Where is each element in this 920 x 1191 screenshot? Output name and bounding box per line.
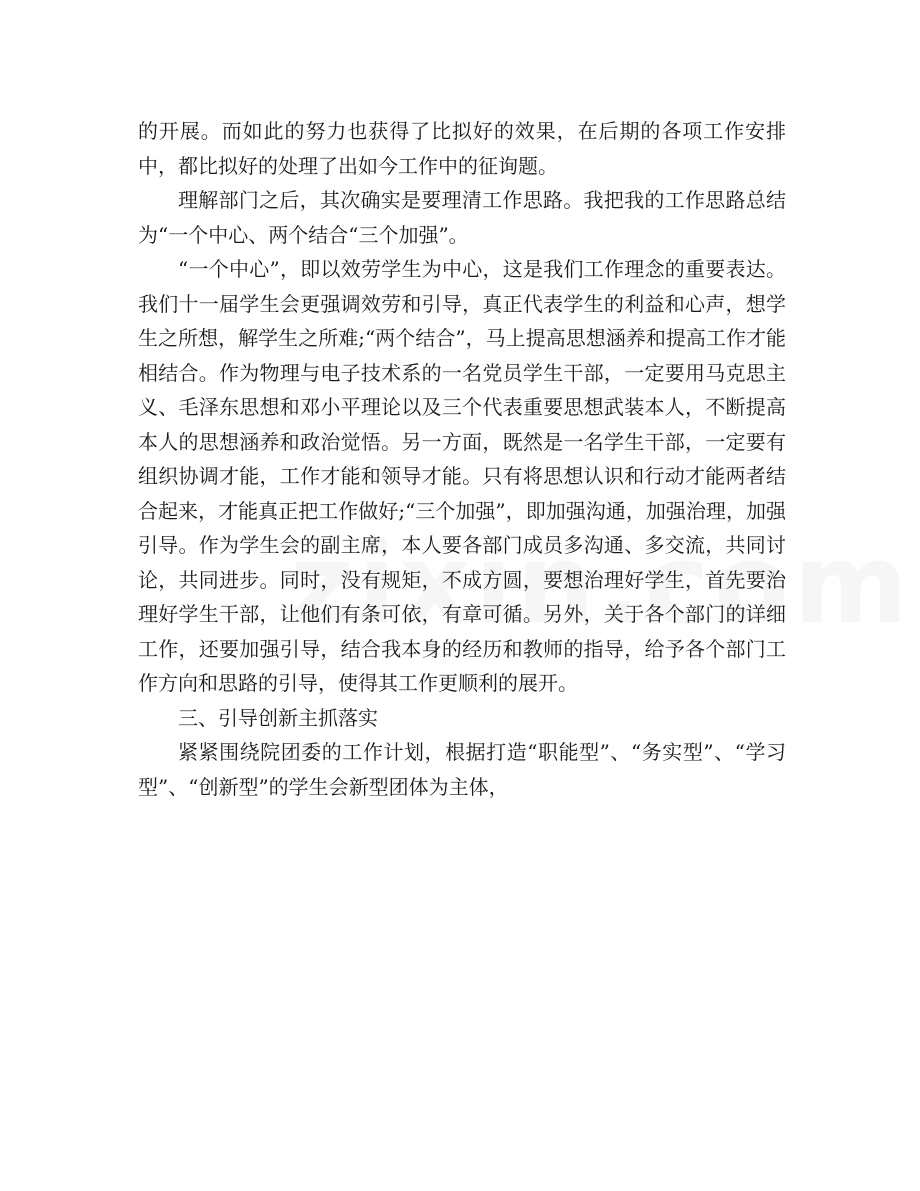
paragraph-work-plan: 紧紧围绕院团委的工作计划，根据打造“职能型”、“务实型”、“学习型”、“创新型”的学生会新型团体为主体， [138, 740, 786, 799]
paragraph-continuation: 的开展。而如此的努力也获得了比拟好的效果，在后期的各项工作安排中，都比拟好的处理了出如今工作中的征询题。 [138, 119, 786, 178]
paragraph-work-approach: 理解部门之后，其次确实是要理清工作思路。我把我的工作思路总结为“一个中心、两个结合“三个加强”。 [138, 188, 786, 247]
paragraph-one-center: “一个中心”，即以效劳学生为中心，这是我们工作理念的重要表达。我们十一届学生会更强调效劳和引导，真正代表学生的利益和心声，想学生之所想，解学生之所难;“两个结合”，马上提高思想涵养和提高工作才能相结合。作为物理与电子技术系的一名党员学生干部，一定要用马克思主义、毛泽东思想和邓小平理论以及三个代表重要思想武装本人，不断提高本人的思想涵养和政治觉悟。另一方面，既然是一名学生干部，一定要有组织协调才能，工作才能和领导才能。只有将思想认识和行动才能两者结合起来，才能真正把工作做好;“三个加强”，即加强沟通，加强治理，加强引导。作为学生会的副主席，本人要各部门成员多沟通、多交流，共同讨论，共同进步。同时，没有规矩，不成方圆，要想治理好学生，首先要治理好学生干部，让他们有条可依，有章可循。另外，关于各个部门的详细工作，还要加强引导，结合我本身的经历和教师的指导，给予各个部门工作方向和思路的引导，使得其工作更顺利的展开。 [138, 257, 786, 695]
section-heading: 三、引导创新主抓落实 [178, 705, 378, 730]
document-body [138, 114, 786, 804]
